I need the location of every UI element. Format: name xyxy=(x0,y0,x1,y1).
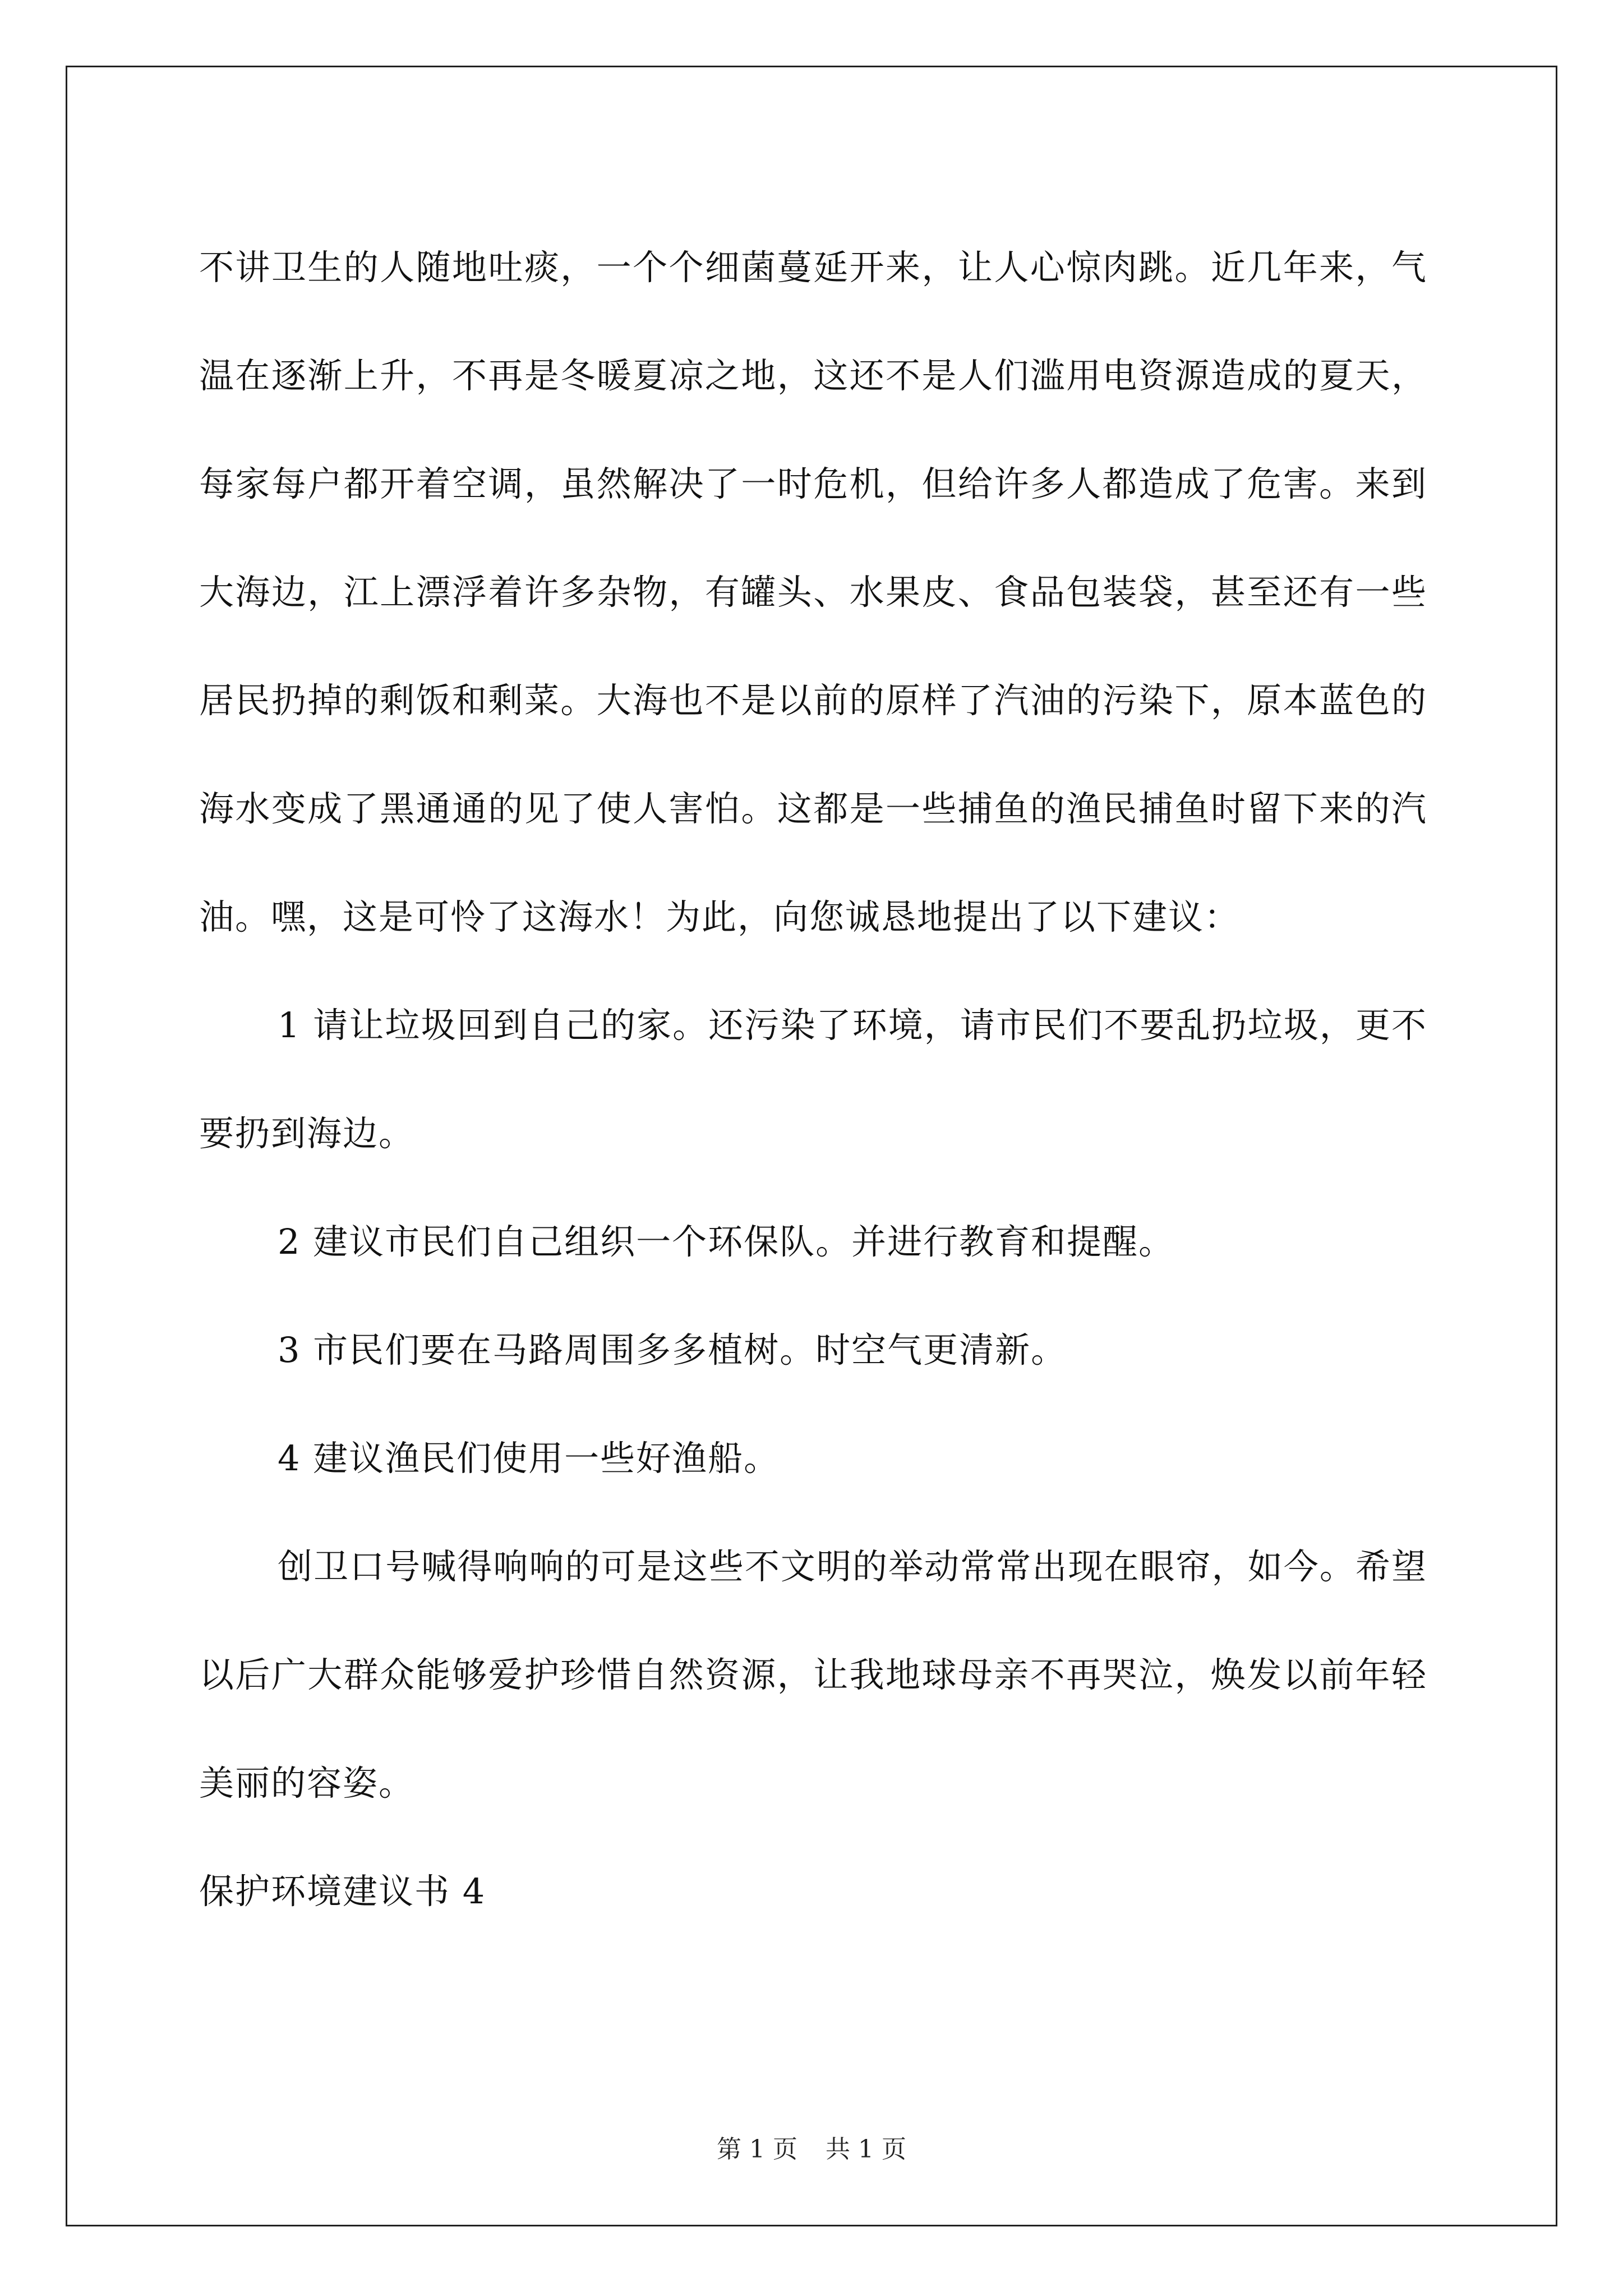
suggestion-4: 4 建议渔民们使用一些好渔船。 xyxy=(278,1438,780,1479)
suggestion-2: 2 建议市民们自己组织一个环保队。并进行教育和提醒。 xyxy=(278,1221,1175,1262)
section-heading: 保护环境建议书 4 xyxy=(199,1871,486,1912)
document-body xyxy=(199,213,1427,1945)
page-number: 第 1 页 xyxy=(717,2135,797,2164)
suggestion-3: 3 市民们要在马路周围多多植树。时空气更清新。 xyxy=(278,1329,1067,1370)
paragraph-intro: 不讲卫生的人随地吐痰，一个个细菌蔓延开来，让人心惊肉跳。近几年来，气温在逐渐上升，不再是冬暖夏凉之地，这还不是人们滥用电资源造成的夏天，每家每户都开着空调，虽然解决了一时危机，但给许多人都造成了危害。来到大海边，江上漂浮着许多杂物，有罐头、水果皮、食品包装袋，甚至还有一些居民扔掉的剩饭和剩菜。大海也不是以前的原样了汽油的污染下，原本蓝色的海水变成了黑通通的见了使人害怕。这都是一些捕鱼的渔民捕鱼时留下来的汽油。嘿，这是可怜了这海水！为此，向您诚恳地提出了以下建议： xyxy=(199,247,1427,937)
page-total: 共 1 页 xyxy=(826,2135,906,2164)
paragraph-closing: 创卫口号喊得响响的可是这些不文明的举动常常出现在眼帘，如今。希望以后广大群众能够爱护珍惜自然资源，让我地球母亲不再哭泣，焕发以前年轻美丽的容姿。 xyxy=(199,1546,1427,1803)
page-footer xyxy=(0,2129,1623,2165)
suggestion-1: 1 请让垃圾回到自己的家。还污染了环境，请市民们不要乱扔垃圾，更不要扔到海边。 xyxy=(199,1005,1427,1154)
